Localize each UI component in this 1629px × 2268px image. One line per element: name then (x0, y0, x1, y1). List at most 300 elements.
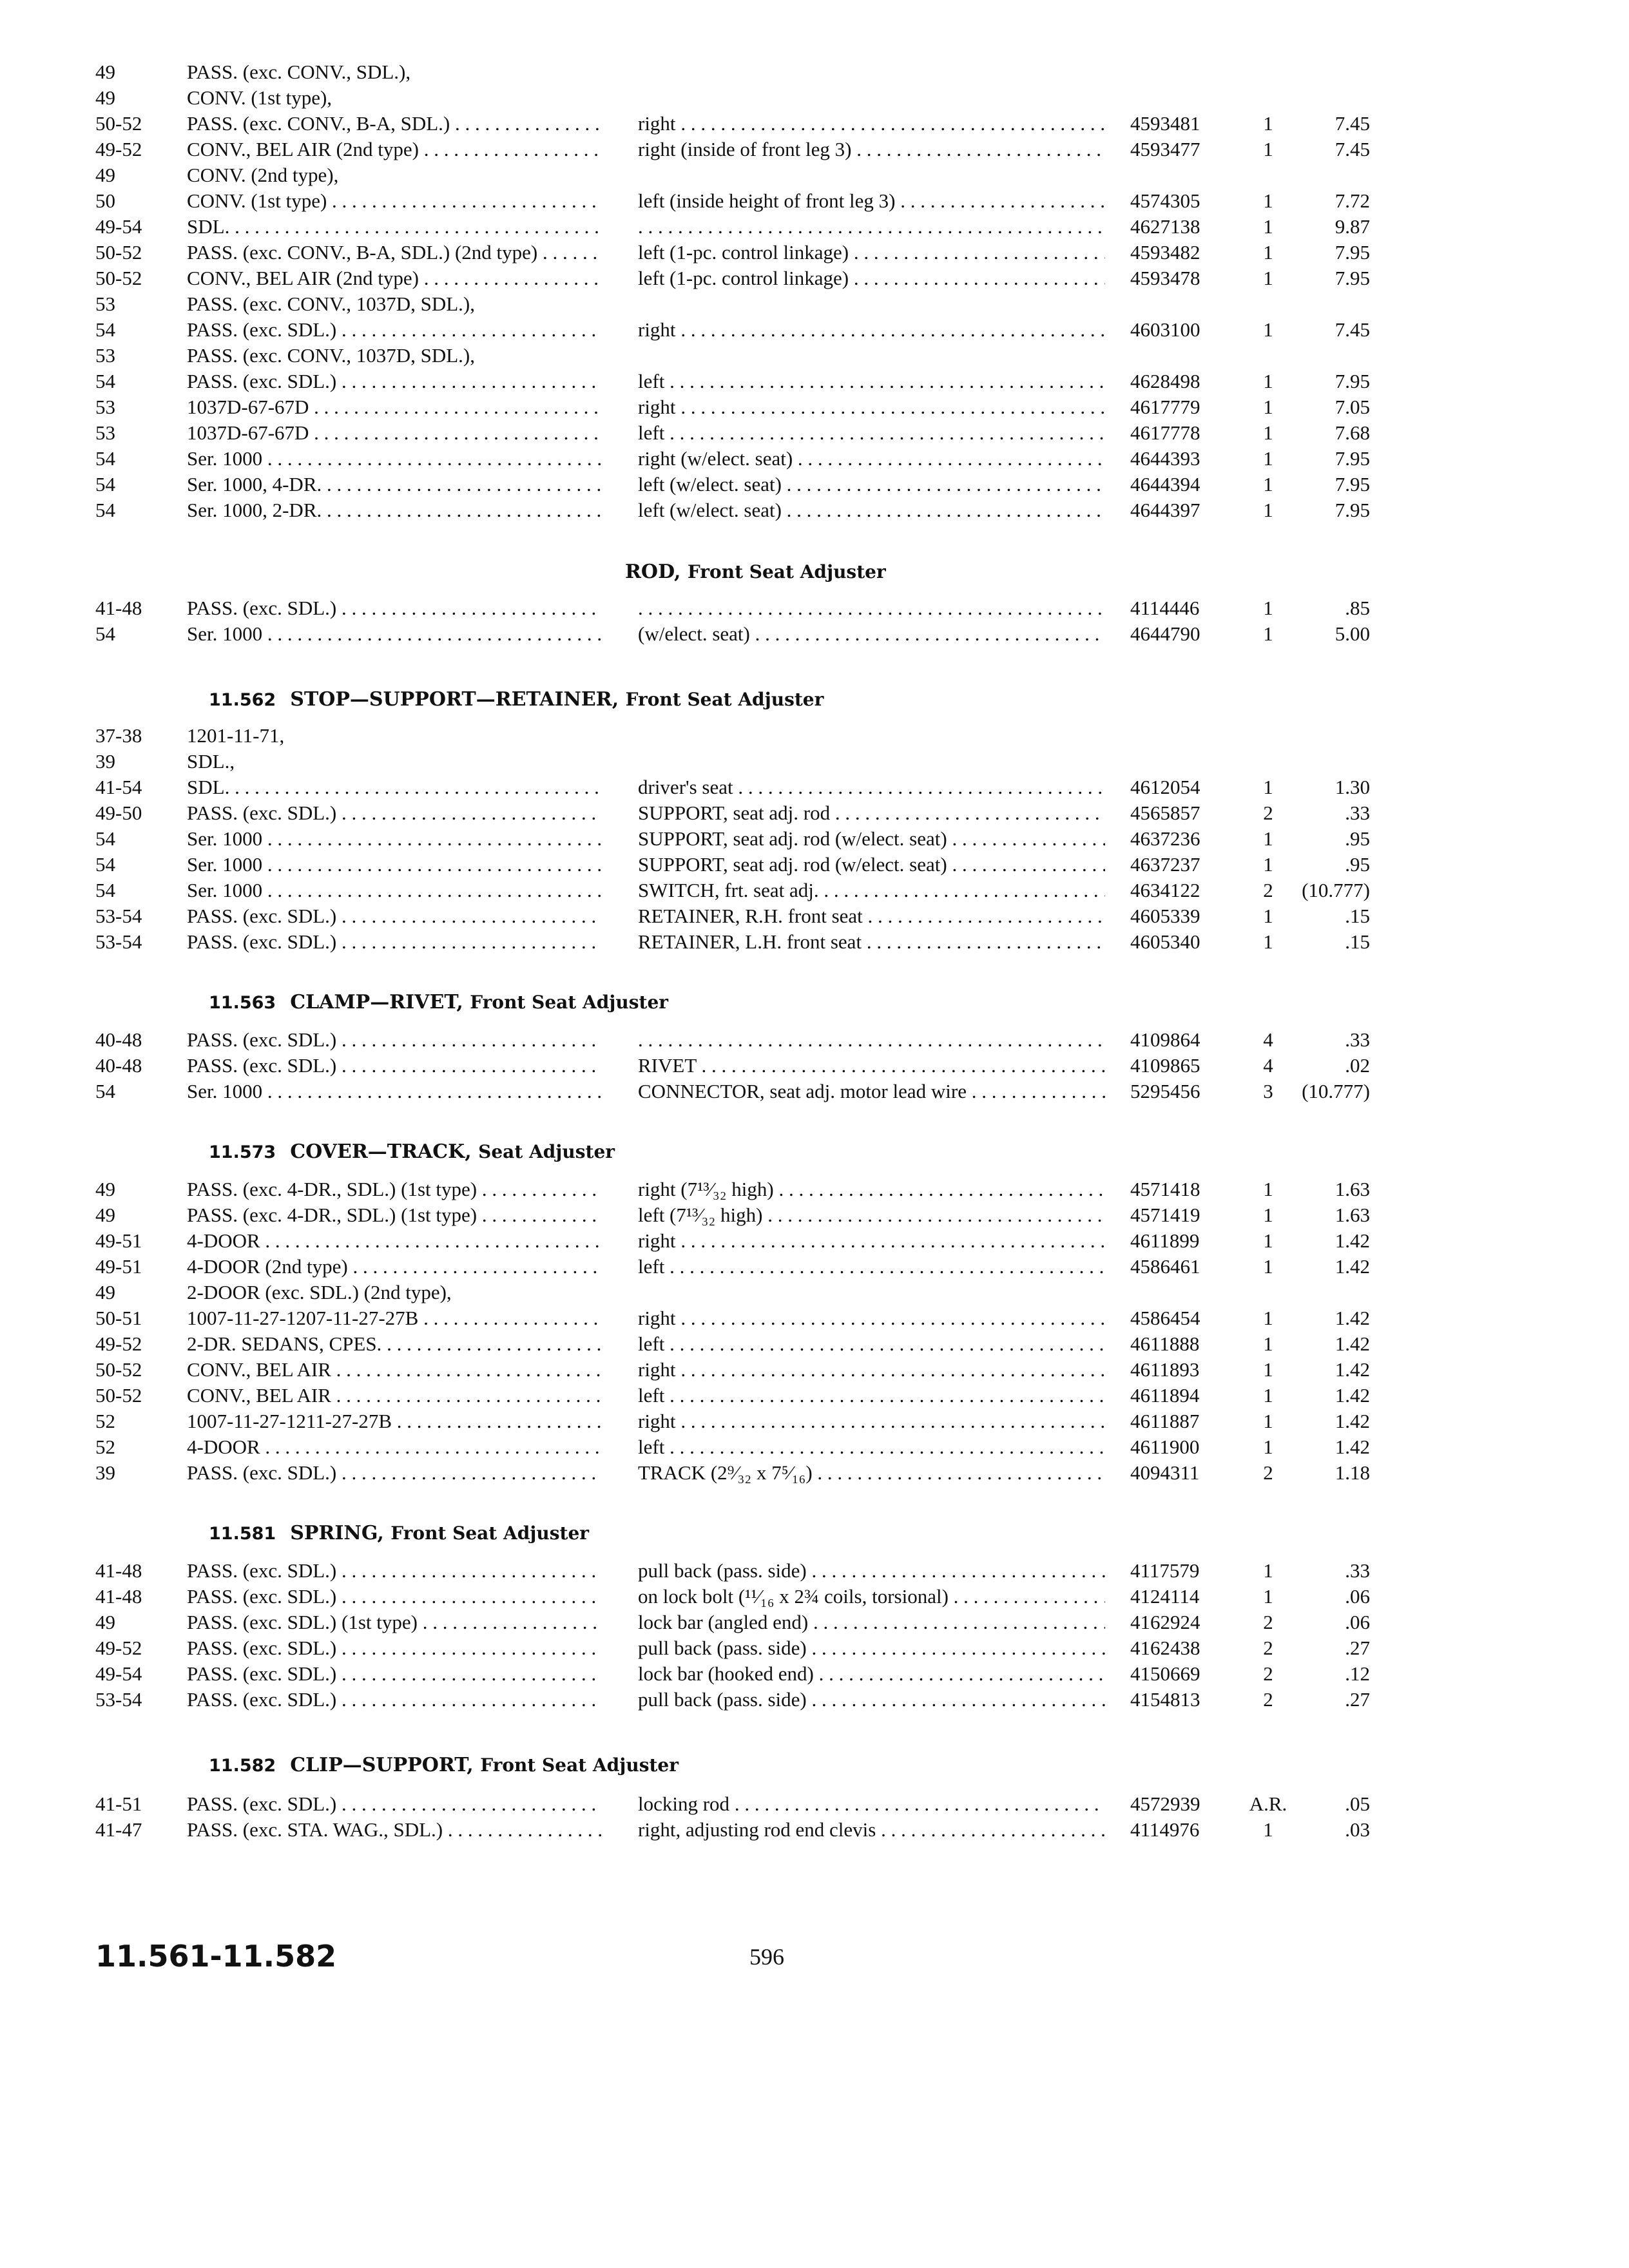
part-description (638, 137, 1105, 162)
part-description-text: left (638, 370, 665, 392)
price (1295, 1079, 1370, 1104)
model-years (95, 1079, 179, 1104)
price (1295, 472, 1370, 497)
part-description-text: left (638, 1384, 665, 1407)
price (1295, 1635, 1370, 1661)
quantity (1236, 137, 1300, 162)
price (1295, 420, 1370, 446)
part-description (638, 1635, 1105, 1661)
part-row (0, 188, 1629, 215)
price-text: .06 (1345, 1611, 1370, 1633)
part-number (1130, 472, 1227, 497)
quantity-text: 1 (1263, 1818, 1273, 1841)
model-application (187, 1228, 602, 1254)
part-row (0, 1079, 1629, 1106)
model-years-text: 40-48 (95, 1054, 142, 1077)
quantity-text: 3 (1263, 1080, 1273, 1102)
part-row (0, 291, 1629, 318)
quantity-text: 1 (1263, 112, 1273, 135)
model-application (187, 317, 602, 343)
part-row (0, 420, 1629, 447)
part-number-text: 4611887 (1130, 1410, 1200, 1432)
quantity (1236, 240, 1300, 265)
price (1295, 878, 1370, 903)
model-application (187, 1254, 602, 1280)
price-text: 1.42 (1335, 1229, 1370, 1252)
part-description-text: left (638, 1255, 665, 1278)
part-description-text: left (7¹³⁄₃₂ high) (638, 1204, 763, 1226)
price (1295, 214, 1370, 240)
price-text: 1.42 (1335, 1358, 1370, 1381)
model-years (95, 369, 179, 394)
part-description-text: left (w/elect. seat) (638, 473, 782, 495)
price-text: .95 (1345, 853, 1370, 876)
price-text: 1.42 (1335, 1307, 1370, 1329)
price (1295, 1177, 1370, 1202)
part-row (0, 240, 1629, 267)
part-description (638, 1661, 1105, 1687)
section-title: CLAMP—RIVET, (290, 991, 463, 1014)
quantity-text: 1 (1263, 597, 1273, 619)
model-years (95, 394, 179, 420)
quantity (1236, 394, 1300, 420)
part-description (638, 446, 1105, 472)
price-text: 1.30 (1335, 776, 1370, 798)
part-description-text: on lock bolt (¹¹⁄₁₆ x 2¾ coils, torsional) (638, 1585, 949, 1608)
quantity (1236, 1791, 1300, 1817)
part-description-text: right (638, 1229, 676, 1252)
part-number (1130, 1357, 1227, 1383)
part-description-text: right (638, 112, 676, 135)
part-number (1130, 1177, 1227, 1202)
model-application-text: PASS. (exc. CONV., SDL.), (187, 61, 411, 83)
part-description-text: pull back (pass. side) (638, 1559, 807, 1582)
model-years-text: 52 (95, 1410, 115, 1432)
model-application-text: Ser. 1000 (187, 879, 263, 901)
price (1295, 369, 1370, 394)
section-heading (0, 687, 1629, 714)
model-years-text: 49-51 (95, 1229, 142, 1252)
model-application-text: PASS. (exc. SDL.) (187, 1559, 337, 1582)
model-years (95, 1610, 179, 1635)
part-number (1130, 394, 1227, 420)
model-years (95, 1202, 179, 1228)
part-number-text: 4571418 (1130, 1178, 1200, 1200)
part-row (0, 852, 1629, 879)
price (1295, 595, 1370, 621)
price (1295, 929, 1370, 955)
price-text: 7.05 (1335, 396, 1370, 418)
model-application (187, 446, 602, 472)
part-description (638, 420, 1105, 446)
part-number (1130, 497, 1227, 523)
price (1295, 1202, 1370, 1228)
quantity (1236, 1202, 1300, 1228)
part-number-text: 4644397 (1130, 499, 1200, 521)
part-number-text: 4617779 (1130, 396, 1200, 418)
part-description-text: left (1-pc. control linkage) (638, 241, 849, 264)
quantity (1236, 1460, 1300, 1486)
quantity (1236, 1635, 1300, 1661)
model-application (187, 1027, 602, 1053)
model-application-text: Ser. 1000 (187, 853, 263, 876)
quantity-text: 1 (1263, 1585, 1273, 1608)
leader-dots (638, 214, 1105, 240)
price (1295, 1053, 1370, 1079)
quantity-text: 1 (1263, 1358, 1273, 1381)
quantity-text: 1 (1263, 396, 1273, 418)
part-number (1130, 1331, 1227, 1357)
quantity (1236, 1357, 1300, 1383)
model-years (95, 446, 179, 472)
leader-dots (638, 595, 1105, 621)
part-description-text: left (w/elect. seat) (638, 499, 782, 521)
part-description (638, 826, 1105, 852)
quantity (1236, 317, 1300, 343)
quantity-text: 1 (1263, 267, 1273, 289)
part-number (1130, 774, 1227, 800)
model-application (187, 162, 602, 188)
model-years (95, 1635, 179, 1661)
quantity-text: 1 (1263, 318, 1273, 341)
part-description (638, 1305, 1105, 1331)
quantity-text: 1 (1263, 1307, 1273, 1329)
part-description (638, 1202, 1105, 1228)
part-description-text: pull back (pass. side) (638, 1688, 807, 1711)
model-years (95, 852, 179, 878)
quantity (1236, 1053, 1300, 1079)
quantity (1236, 1408, 1300, 1434)
part-number (1130, 1584, 1227, 1610)
part-number (1130, 369, 1227, 394)
part-number (1130, 1687, 1227, 1713)
price (1295, 1254, 1370, 1280)
price-text: .33 (1345, 802, 1370, 824)
model-application-text: CONV., BEL AIR (2nd type) (187, 267, 419, 289)
part-row (0, 929, 1629, 956)
part-number-text: 4572939 (1130, 1792, 1200, 1815)
model-application (187, 1408, 602, 1434)
part-description-text: right (inside of front leg 3) (638, 138, 852, 160)
model-application-text: PASS. (exc. SDL.) (187, 1662, 337, 1685)
part-row (0, 1177, 1629, 1204)
part-row (0, 1817, 1629, 1844)
quantity (1236, 1331, 1300, 1357)
part-description-text: right (638, 1358, 676, 1381)
model-years-text: 49 (95, 61, 115, 83)
model-years (95, 59, 179, 85)
model-application-text: 2-DOOR (exc. SDL.) (2nd type), (187, 1281, 452, 1303)
part-description (638, 472, 1105, 497)
quantity-text: 2 (1263, 1461, 1273, 1484)
price-text: (10.777) (1302, 1080, 1370, 1102)
model-years-text: 50 (95, 189, 115, 212)
model-application-text: Ser. 1000, 2-DR. (187, 499, 322, 521)
part-number (1130, 1079, 1227, 1104)
part-number (1130, 1460, 1227, 1486)
model-application (187, 1460, 602, 1486)
quantity-text: 1 (1263, 776, 1273, 798)
part-number-text: 4611899 (1130, 1229, 1200, 1252)
quantity-text: 2 (1263, 879, 1273, 901)
quantity-text: 2 (1263, 1688, 1273, 1711)
price-text: 7.95 (1335, 499, 1370, 521)
part-description-text: right (7¹³⁄₃₂ high) (638, 1178, 774, 1200)
model-years-text: 49-52 (95, 138, 142, 160)
price (1295, 1408, 1370, 1434)
model-years-text: 54 (95, 827, 115, 850)
part-description-text: TRACK (2⁹⁄₃₂ x 7⁵⁄₁₆) (638, 1461, 813, 1484)
price-text: 1.42 (1335, 1410, 1370, 1432)
part-description (638, 1687, 1105, 1713)
model-years-text: 53 (95, 421, 115, 444)
part-description-text: SUPPORT, seat adj. rod (w/elect. seat) (638, 827, 947, 850)
part-number-text: 5295456 (1130, 1080, 1200, 1102)
part-row (0, 723, 1629, 750)
part-number-text: 4611888 (1130, 1332, 1200, 1355)
model-years (95, 265, 179, 291)
model-application-text: Ser. 1000 (187, 622, 263, 645)
price-text: 1.42 (1335, 1255, 1370, 1278)
part-number-text: 4114446 (1130, 597, 1200, 619)
part-row (0, 1661, 1629, 1688)
part-description (638, 621, 1105, 647)
model-application (187, 214, 602, 240)
part-description-text: locking rod (638, 1792, 730, 1815)
model-years (95, 1053, 179, 1079)
model-application-text: CONV., BEL AIR (187, 1358, 331, 1381)
part-number-text: 4617778 (1130, 421, 1200, 444)
model-application-text: SDL., (187, 750, 235, 773)
model-years (95, 878, 179, 903)
section-heading-text (209, 1139, 615, 1166)
model-years (95, 800, 179, 826)
model-years-text: 49-51 (95, 1255, 142, 1278)
price (1295, 1791, 1370, 1817)
model-years-text: 41-51 (95, 1792, 142, 1815)
part-number-text: 4644394 (1130, 473, 1200, 495)
part-number-text: 4611893 (1130, 1358, 1200, 1381)
model-application (187, 111, 602, 137)
part-row (0, 162, 1629, 189)
part-row (0, 1584, 1629, 1611)
section-subtitle: Front Seat Adjuster (390, 1523, 590, 1544)
part-number-text: 4611894 (1130, 1384, 1200, 1407)
model-years (95, 1584, 179, 1610)
model-application (187, 826, 602, 852)
model-years-text: 49-54 (95, 215, 142, 238)
section-heading (0, 1753, 1629, 1780)
part-row (0, 1687, 1629, 1714)
part-number (1130, 137, 1227, 162)
section-heading (0, 1139, 1629, 1166)
part-description (638, 1610, 1105, 1635)
part-number (1130, 1558, 1227, 1584)
part-description-text: right (w/elect. seat) (638, 447, 793, 470)
section-subtitle: Front Seat Adjuster (470, 992, 669, 1013)
quantity (1236, 800, 1300, 826)
model-years (95, 595, 179, 621)
price-text: 7.68 (1335, 421, 1370, 444)
quantity (1236, 1558, 1300, 1584)
quantity (1236, 369, 1300, 394)
model-application (187, 1079, 602, 1104)
part-description-text: left (638, 1436, 665, 1458)
model-years (95, 1280, 179, 1305)
price-text: (10.777) (1302, 879, 1370, 901)
quantity (1236, 265, 1300, 291)
price-text: 1.42 (1335, 1436, 1370, 1458)
section-range: 11.561-11.582 (95, 1939, 337, 1974)
price-text: .15 (1345, 905, 1370, 927)
model-application (187, 1558, 602, 1584)
price-text: 7.95 (1335, 473, 1370, 495)
quantity-text: 1 (1263, 499, 1273, 521)
model-years-text: 52 (95, 1436, 115, 1458)
model-application-text: CONV. (1st type), (187, 86, 333, 109)
model-years-text: 54 (95, 473, 115, 495)
section-title: CLIP—SUPPORT, (290, 1754, 474, 1776)
section-number: 11.563 (209, 993, 276, 1013)
model-application-text: 1007-11-27-1211-27-27B (187, 1410, 392, 1432)
part-description (638, 1228, 1105, 1254)
model-application-text: PASS. (exc. CONV., 1037D, SDL.), (187, 293, 475, 315)
model-years (95, 188, 179, 214)
model-application-text: Ser. 1000 (187, 447, 263, 470)
part-description-text: right (638, 1410, 676, 1432)
model-application (187, 723, 602, 749)
model-application (187, 1817, 602, 1843)
model-application (187, 85, 602, 111)
model-years-text: 49 (95, 164, 115, 186)
part-row (0, 59, 1629, 86)
model-application (187, 1434, 602, 1460)
part-number-text: 4634122 (1130, 879, 1200, 901)
model-application (187, 369, 602, 394)
part-description-text: left (inside height of front leg 3) (638, 189, 896, 212)
part-number (1130, 1383, 1227, 1408)
price (1295, 1610, 1370, 1635)
leader-dots (638, 1027, 1105, 1053)
quantity (1236, 446, 1300, 472)
model-application-text: CONV., BEL AIR (187, 1384, 331, 1407)
model-application (187, 188, 602, 214)
part-description (638, 1383, 1105, 1408)
part-number (1130, 1305, 1227, 1331)
part-description (638, 111, 1105, 137)
part-number-text: 4605340 (1130, 930, 1200, 953)
model-application (187, 291, 602, 317)
model-years (95, 749, 179, 774)
model-application-text: CONV., BEL AIR (2nd type) (187, 138, 419, 160)
part-number (1130, 800, 1227, 826)
part-description (638, 852, 1105, 878)
price-text: 7.95 (1335, 447, 1370, 470)
quantity-text: 1 (1263, 447, 1273, 470)
model-years-text: 37-38 (95, 724, 142, 747)
part-row (0, 621, 1629, 648)
price (1295, 1584, 1370, 1610)
model-years-text: 49 (95, 86, 115, 109)
price-text: 5.00 (1335, 622, 1370, 645)
model-application-text: PASS. (exc. 4-DR., SDL.) (1st type) (187, 1178, 477, 1200)
part-row (0, 1383, 1629, 1410)
quantity (1236, 472, 1300, 497)
section-title: COVER—TRACK, (290, 1140, 472, 1163)
price (1295, 1305, 1370, 1331)
model-years-text: 53-54 (95, 930, 142, 953)
quantity (1236, 1817, 1300, 1843)
part-number-text: 4627138 (1130, 215, 1200, 238)
model-years (95, 1254, 179, 1280)
model-years (95, 621, 179, 647)
price (1295, 240, 1370, 265)
page-number: 596 (749, 1944, 784, 1970)
part-number (1130, 1254, 1227, 1280)
model-years (95, 1434, 179, 1460)
part-number-text: 4644393 (1130, 447, 1200, 470)
part-description (638, 929, 1105, 955)
model-application-text: PASS. (exc. 4-DR., SDL.) (1st type) (187, 1204, 477, 1226)
model-application-text: PASS. (exc. SDL.) (187, 1637, 337, 1659)
part-number (1130, 317, 1227, 343)
model-application-text: CONV. (1st type) (187, 189, 327, 212)
model-years-text: 53-54 (95, 905, 142, 927)
price-text: .12 (1345, 1662, 1370, 1685)
price (1295, 1434, 1370, 1460)
part-number-text: 4162438 (1130, 1637, 1200, 1659)
model-years (95, 1331, 179, 1357)
model-application (187, 929, 602, 955)
part-row (0, 446, 1629, 473)
section-number: 11.562 (209, 690, 276, 710)
section-subtitle: Seat Adjuster (478, 1141, 615, 1162)
part-description-text: RETAINER, L.H. front seat (638, 930, 862, 953)
price (1295, 852, 1370, 878)
price (1295, 111, 1370, 137)
part-description (638, 1558, 1105, 1584)
model-application (187, 852, 602, 878)
model-application-text: 4-DOOR (2nd type) (187, 1255, 348, 1278)
part-row (0, 1408, 1629, 1436)
part-description (638, 1177, 1105, 1202)
model-application (187, 137, 602, 162)
model-application (187, 1383, 602, 1408)
model-application-text: PASS. (exc. SDL.) (187, 930, 337, 953)
price-text: .85 (1345, 597, 1370, 619)
section-number: 11.582 (209, 1756, 276, 1776)
quantity-text: 1 (1263, 138, 1273, 160)
model-years (95, 343, 179, 369)
model-application-text: Ser. 1000 (187, 1080, 263, 1102)
model-application-text: PASS. (exc. SDL.) (187, 1585, 337, 1608)
part-description-text: left (638, 421, 665, 444)
part-number (1130, 446, 1227, 472)
price (1295, 446, 1370, 472)
model-years (95, 826, 179, 852)
part-row (0, 394, 1629, 421)
model-application (187, 1202, 602, 1228)
model-application (187, 1177, 602, 1202)
model-application-text: PASS. (exc. CONV., B-A, SDL.) (187, 112, 450, 135)
section-heading-text (209, 1521, 589, 1547)
part-number-text: 4154813 (1130, 1688, 1200, 1711)
part-row (0, 369, 1629, 396)
part-description (638, 1434, 1105, 1460)
part-row (0, 1635, 1629, 1662)
quantity-text: 1 (1263, 1178, 1273, 1200)
part-description-text: RIVET (638, 1054, 697, 1077)
